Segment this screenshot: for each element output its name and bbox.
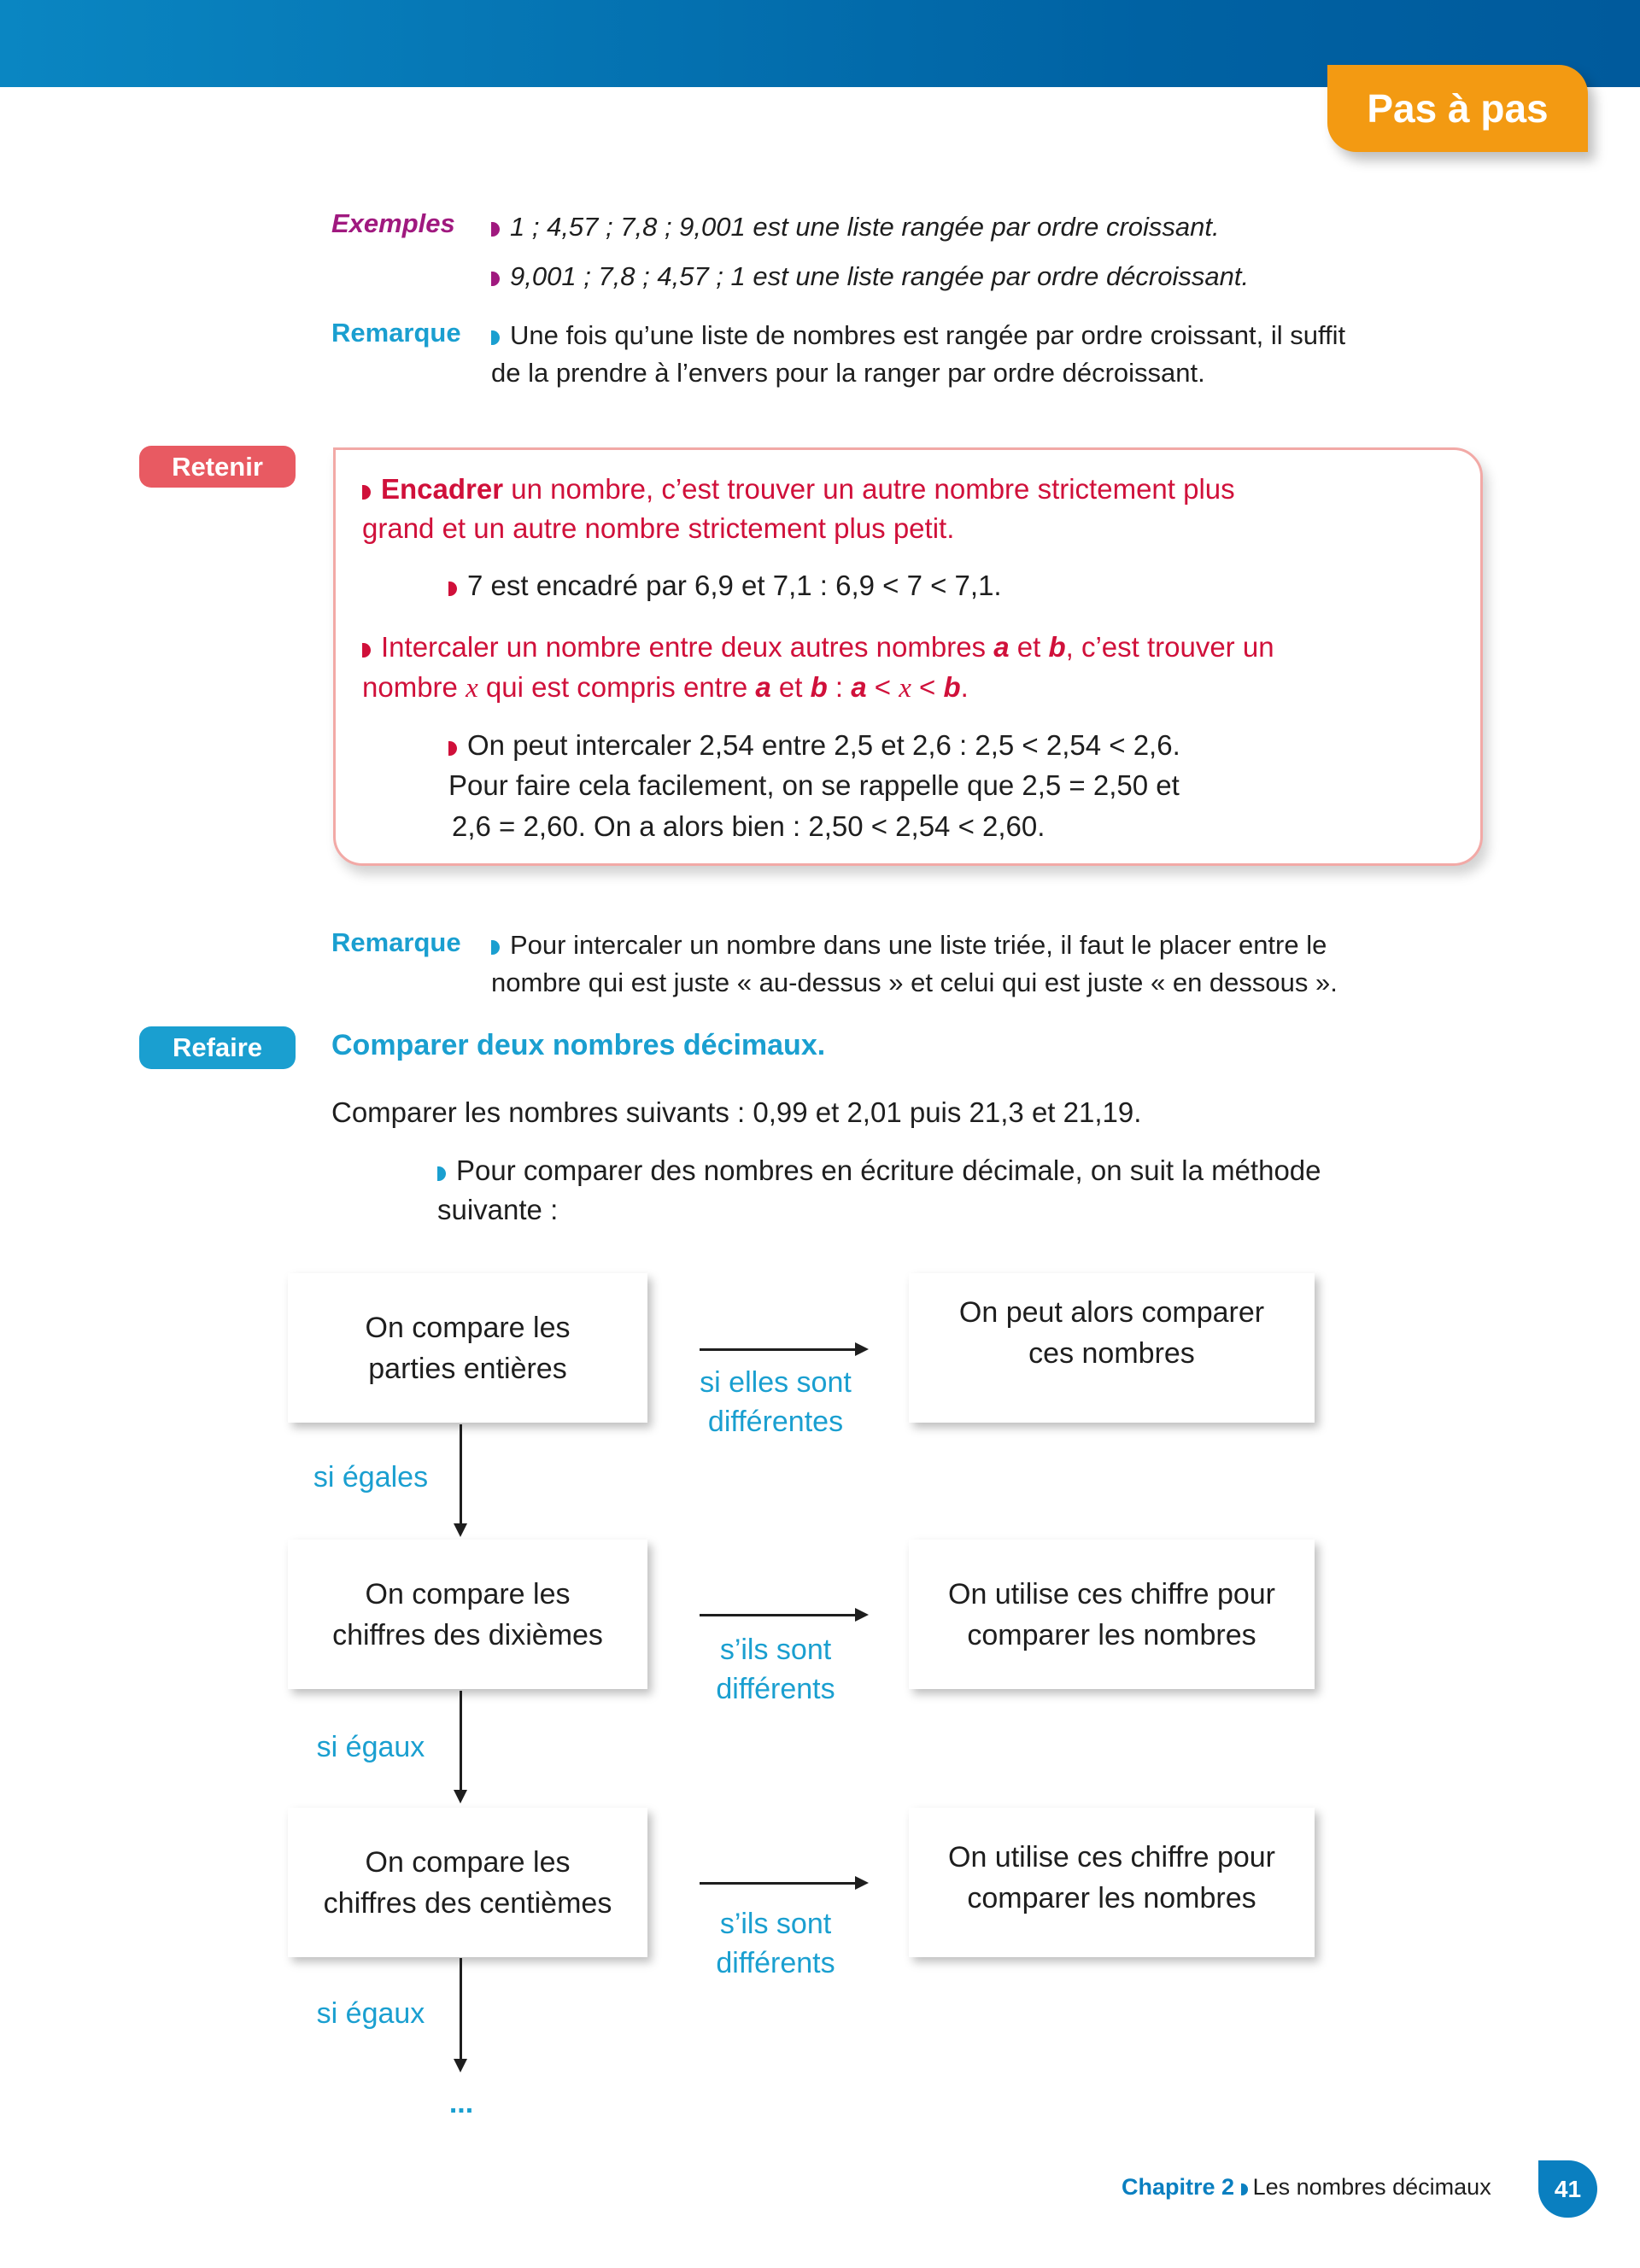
definition-text: nombre	[362, 671, 466, 703]
definition-text: .	[960, 671, 969, 703]
box-line: On compare les	[365, 1845, 571, 1879]
remark-text	[491, 926, 1327, 964]
box-line: chiffres des dixièmes	[332, 1618, 603, 1651]
remark-line: Une fois qu’une liste de nombres est rangée par ordre croissant, il suffit	[510, 320, 1346, 350]
section-tab: Pas à pas	[1327, 65, 1588, 152]
bullet-icon	[1241, 2183, 1248, 2195]
definition-encadrer	[362, 471, 1235, 508]
remark-label: Remarque	[331, 927, 461, 957]
bullet-icon	[491, 940, 500, 955]
label-line: si elles sont	[700, 1366, 852, 1399]
definition-intercaler	[362, 628, 1274, 666]
example-encadrement	[448, 567, 1002, 605]
box-line: On utilise ces chiffre pour	[948, 1577, 1275, 1610]
down-label: si égales	[313, 1461, 429, 1493]
down-label: si égaux	[316, 1731, 425, 1763]
var-b: b	[810, 671, 828, 703]
remark-line: Pour intercaler un nombre dans une liste triée, il faut le placer entre le	[510, 930, 1327, 960]
var-x: x	[899, 673, 911, 704]
page-number: 41	[1538, 2160, 1597, 2218]
definition-text: qui est compris entre	[477, 671, 756, 703]
footer-chapter	[1122, 2174, 1491, 2201]
exercise-statement: Comparer les nombres suivants : 0,99 et 2,01 puis 21,3 et 21,19.	[331, 1096, 1142, 1128]
definition-text: un nombre, c’est trouver un autre nombre strictement plus	[503, 473, 1235, 505]
label-line: différents	[716, 1673, 835, 1705]
remark-label: Remarque	[331, 318, 461, 348]
bullet-icon	[437, 1166, 446, 1181]
example-text: 9,001 ; 7,8 ; 4,57 ; 1 est une liste rangée par ordre décroissant.	[510, 261, 1250, 291]
chapter-number: Chapitre 2	[1122, 2174, 1235, 2200]
arrow-down-icon	[460, 1958, 462, 2069]
method-line: suivante :	[437, 1194, 559, 1225]
example-line: 2,6 = 2,60. On a alors bien : 2,50 < 2,54 < 2,60.	[452, 810, 1046, 842]
var-x: x	[466, 673, 478, 704]
examples-label: Exemples	[331, 208, 455, 238]
box-line: On compare les	[365, 1577, 571, 1610]
down-label: si égaux	[316, 1997, 425, 2030]
box-line: chiffres des centièmes	[323, 1886, 612, 1920]
definition-text: , c’est trouver un	[1065, 631, 1274, 663]
flow-box-result-1	[909, 1273, 1315, 1423]
definition-text: :	[827, 671, 852, 703]
box-line: comparer les nombres	[967, 1618, 1256, 1651]
label-line: s’ils sont	[719, 1908, 832, 1940]
arrow-label	[665, 1904, 887, 1983]
bullet-icon	[362, 643, 371, 658]
flow-box-result-2	[909, 1540, 1315, 1689]
example-line: Pour faire cela facilement, on se rappelle que 2,5 = 2,50 et	[448, 769, 1180, 801]
example-item	[491, 258, 1249, 295]
exercise-title: Comparer deux nombres décimaux.	[331, 1029, 826, 1061]
flow-box-integer-parts	[288, 1273, 647, 1423]
bullet-icon	[491, 330, 500, 345]
refaire-badge: Refaire	[139, 1026, 296, 1069]
var-b: b	[943, 671, 961, 703]
box-line: On peut alors comparer	[958, 1296, 1265, 1329]
box-line: comparer les nombres	[967, 1882, 1256, 1914]
bullet-icon	[362, 485, 371, 500]
box-line: parties entières	[368, 1352, 567, 1385]
method-line: Pour comparer des nombres en écriture décimale, on suit la méthode	[456, 1154, 1321, 1186]
definition-line	[362, 669, 969, 707]
arrow-right-icon	[700, 1614, 865, 1616]
example-text: On peut intercaler 2,54 entre 2,5 et 2,6 : 2,5 < 2,54 < 2,6.	[467, 729, 1180, 761]
less-than: <	[866, 671, 899, 703]
bullet-icon	[448, 741, 457, 756]
arrow-right-icon	[700, 1348, 865, 1351]
example-text: 7 est encadré par 6,9 et 7,1 : 6,9 < 7 < 7,1.	[467, 570, 1002, 601]
label-line: différents	[716, 1947, 835, 1979]
arrow-down-icon	[460, 1691, 462, 1800]
term-encadrer: Encadrer	[381, 473, 504, 505]
remark-line: nombre qui est juste « au-dessus » et celui qui est juste « en dessous ».	[491, 967, 1338, 997]
remark-text	[491, 317, 1345, 354]
var-a: a	[993, 631, 1010, 663]
arrow-label	[665, 1363, 887, 1441]
flow-box-hundredths	[288, 1808, 647, 1957]
definition-text: Intercaler un nombre entre deux autres nombres	[381, 631, 994, 663]
example-intercaler	[448, 727, 1180, 764]
definition-line: grand et un autre nombre strictement plus petit.	[362, 512, 955, 544]
label-line: s’ils sont	[719, 1634, 832, 1666]
bullet-icon	[491, 272, 500, 286]
retenir-badge: Retenir	[139, 446, 296, 488]
var-a: a	[851, 671, 867, 703]
arrow-label	[665, 1630, 887, 1709]
box-line: On compare les	[365, 1311, 571, 1344]
remark-line: de la prendre à l’envers pour la ranger par ordre décroissant.	[491, 358, 1205, 388]
var-b: b	[1048, 631, 1066, 663]
bullet-icon	[491, 222, 500, 237]
definition-text: et	[1009, 631, 1049, 663]
box-line: ces nombres	[1028, 1337, 1195, 1370]
flow-box-result-3	[909, 1808, 1315, 1957]
example-text: 1 ; 4,57 ; 7,8 ; 9,001 est une liste rangée par ordre croissant.	[510, 212, 1220, 242]
definition-text: et	[770, 671, 811, 703]
var-a: a	[755, 671, 771, 703]
label-line: différentes	[707, 1406, 844, 1438]
flow-box-tenths	[288, 1540, 647, 1689]
box-line: On utilise ces chiffre pour	[948, 1841, 1275, 1873]
chapter-title: Les nombres décimaux	[1252, 2174, 1491, 2200]
arrow-down-icon	[460, 1424, 462, 1534]
less-than: <	[911, 671, 944, 703]
bullet-icon	[448, 582, 457, 596]
ellipsis: ...	[448, 2087, 474, 2119]
method-text	[437, 1152, 1321, 1190]
example-item	[491, 208, 1220, 246]
arrow-right-icon	[700, 1882, 865, 1885]
